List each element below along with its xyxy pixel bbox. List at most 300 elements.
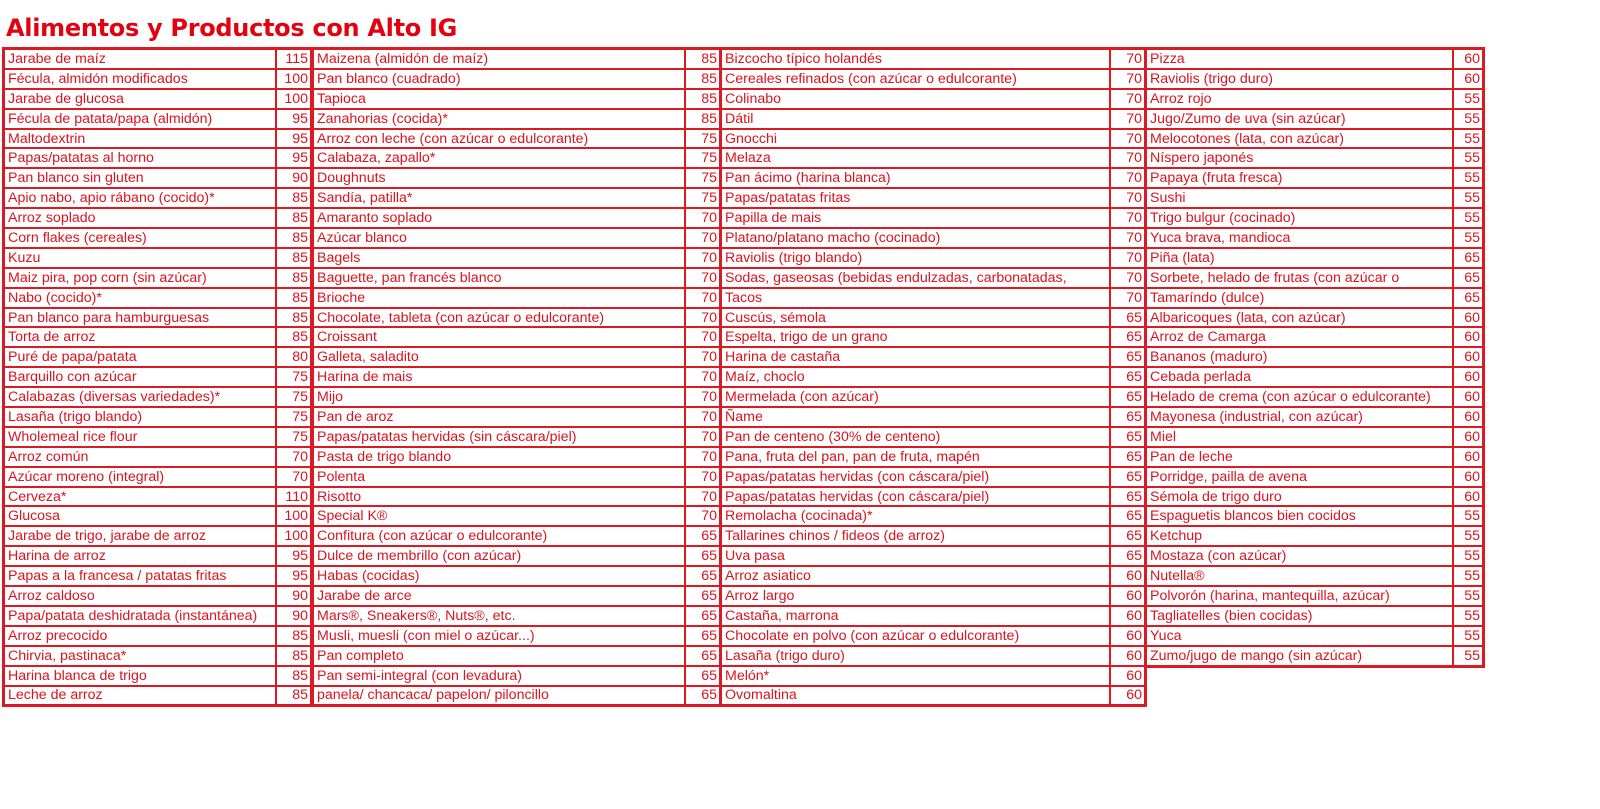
food-name-cell: Papaya (fruta fresca) [1146, 168, 1453, 188]
food-name-cell: Porridge, pailla de avena [1146, 467, 1453, 487]
food-name-cell: Pizza [1146, 49, 1453, 69]
food-name-cell: Maizena (almidón de maíz) [313, 49, 685, 69]
table-row [313, 148, 721, 168]
table-row [4, 606, 312, 626]
food-name-cell: Sodas, gaseosas (bebidas endulzadas, carbonatadas, [721, 268, 1110, 288]
table-row [313, 69, 721, 89]
table-row [721, 407, 1146, 427]
food-name-cell: Sushi [1146, 188, 1453, 208]
gi-value-cell: 75 [276, 427, 312, 447]
table-row [313, 666, 721, 686]
table-row [4, 666, 312, 686]
table-row [4, 487, 312, 507]
gi-value-cell: 70 [1110, 89, 1146, 109]
table-row [313, 646, 721, 666]
gi-value-cell: 75 [685, 148, 721, 168]
gi-value-cell: 55 [1453, 228, 1484, 248]
food-name-cell: Remolacha (cocinada)* [721, 506, 1110, 526]
table-row [721, 487, 1146, 507]
gi-value-cell: 60 [1453, 347, 1484, 367]
food-name-cell: Puré de papa/patata [4, 347, 276, 367]
gi-value-cell: 60 [1453, 327, 1484, 347]
table-row [1146, 526, 1484, 546]
gi-value-cell: 55 [1453, 546, 1484, 566]
food-name-cell: Maltodextrin [4, 129, 276, 149]
food-name-cell: Papas a la francesa / patatas fritas [4, 566, 276, 586]
food-name-cell: Colinabo [721, 89, 1110, 109]
table-row [721, 228, 1146, 248]
gi-value-cell: 65 [685, 666, 721, 686]
table-row [4, 268, 312, 288]
gi-value-cell: 60 [1110, 686, 1146, 706]
food-name-cell: Brioche [313, 288, 685, 308]
food-name-cell: Maíz, choclo [721, 367, 1110, 387]
gi-value-cell: 65 [685, 686, 721, 706]
table-row [4, 248, 312, 268]
table-row [1146, 367, 1484, 387]
gi-value-cell: 95 [276, 148, 312, 168]
table-row [313, 487, 721, 507]
gi-value-cell: 75 [276, 387, 312, 407]
gi-value-cell: 65 [1110, 347, 1146, 367]
table-row [313, 327, 721, 347]
food-name-cell: Pan blanco para hamburguesas [4, 308, 276, 328]
food-name-cell: Special K® [313, 506, 685, 526]
table-row [721, 427, 1146, 447]
gi-value-cell: 55 [1453, 626, 1484, 646]
table-row [1146, 566, 1484, 586]
gi-value-cell: 90 [276, 586, 312, 606]
table-row [1146, 347, 1484, 367]
gi-value-cell: 70 [685, 327, 721, 347]
gi-value-cell: 95 [276, 129, 312, 149]
table-row [721, 248, 1146, 268]
gi-value-cell: 85 [276, 327, 312, 347]
table-row [313, 427, 721, 447]
gi-value-cell: 60 [1453, 69, 1484, 89]
table-row [721, 546, 1146, 566]
gi-value-cell: 70 [1110, 268, 1146, 288]
gi-value-cell: 65 [1110, 327, 1146, 347]
gi-value-cell: 65 [1110, 447, 1146, 467]
gi-value-cell: 55 [1453, 646, 1484, 666]
food-name-cell: Albaricoques (lata, con azúcar) [1146, 308, 1453, 328]
table-row [721, 148, 1146, 168]
gi-value-cell: 55 [1453, 109, 1484, 129]
gi-value-cell: 75 [685, 188, 721, 208]
food-name-cell: Melaza [721, 148, 1110, 168]
food-name-cell: Arroz precocido [4, 626, 276, 646]
gi-value-cell: 75 [276, 367, 312, 387]
gi-value-cell: 100 [276, 69, 312, 89]
table-row [313, 606, 721, 626]
table-row [313, 467, 721, 487]
food-name-cell: Tamaríndo (dulce) [1146, 288, 1453, 308]
gi-value-cell: 55 [1453, 188, 1484, 208]
table-row [1146, 546, 1484, 566]
table-row [313, 566, 721, 586]
food-name-cell: Jarabe de trigo, jarabe de arroz [4, 526, 276, 546]
table-row [4, 506, 312, 526]
gi-value-cell: 95 [276, 546, 312, 566]
food-name-cell: Mostaza (con azúcar) [1146, 546, 1453, 566]
table-row [4, 467, 312, 487]
food-name-cell: Pan ácimo (harina blanca) [721, 168, 1110, 188]
table-row [721, 308, 1146, 328]
gi-value-cell: 60 [1453, 387, 1484, 407]
table-row [313, 367, 721, 387]
table-row [313, 268, 721, 288]
food-name-cell: Tagliatelles (bien cocidas) [1146, 606, 1453, 626]
food-name-cell: Maiz pira, pop corn (sin azúcar) [4, 268, 276, 288]
gi-value-cell: 65 [1110, 367, 1146, 387]
gi-value-cell: 65 [1110, 487, 1146, 507]
table-row [313, 288, 721, 308]
table-row [313, 228, 721, 248]
food-name-cell: Melocotones (lata, con azúcar) [1146, 129, 1453, 149]
food-name-cell: Dátil [721, 109, 1110, 129]
table-row [313, 129, 721, 149]
gi-value-cell: 100 [276, 506, 312, 526]
gi-value-cell: 85 [276, 208, 312, 228]
gi-value-cell: 60 [1110, 646, 1146, 666]
table-row [721, 526, 1146, 546]
food-name-cell: Raviolis (trigo blando) [721, 248, 1110, 268]
food-name-cell: Arroz soplado [4, 208, 276, 228]
food-name-cell: Jugo/Zumo de uva (sin azúcar) [1146, 109, 1453, 129]
food-name-cell: Apio nabo, apio rábano (cocido)* [4, 188, 276, 208]
table-row [1146, 467, 1484, 487]
gi-value-cell: 85 [685, 109, 721, 129]
table-row [1146, 109, 1484, 129]
food-name-cell: Gnocchi [721, 129, 1110, 149]
food-name-cell: Ketchup [1146, 526, 1453, 546]
table-row [1146, 387, 1484, 407]
table-row [313, 686, 721, 706]
food-name-cell: Nutella® [1146, 566, 1453, 586]
food-name-cell: Piña (lata) [1146, 248, 1453, 268]
food-table-column-1 [2, 47, 313, 707]
table-row [1146, 89, 1484, 109]
food-name-cell: Chocolate en polvo (con azúcar o edulcorante) [721, 626, 1110, 646]
gi-value-cell: 65 [1110, 407, 1146, 427]
gi-value-cell: 85 [276, 686, 312, 706]
table-row [1146, 646, 1484, 666]
food-name-cell: Papas/patatas hervidas (con cáscara/piel) [721, 487, 1110, 507]
table-row [313, 387, 721, 407]
gi-value-cell: 70 [1110, 248, 1146, 268]
gi-value-cell: 70 [685, 308, 721, 328]
food-name-cell: Papas/patatas fritas [721, 188, 1110, 208]
food-name-cell: Jarabe de arce [313, 586, 685, 606]
gi-value-cell: 85 [276, 268, 312, 288]
gi-value-cell: 70 [1110, 208, 1146, 228]
gi-value-cell: 100 [276, 89, 312, 109]
gi-value-cell: 110 [276, 487, 312, 507]
food-name-cell: Galleta, saladito [313, 347, 685, 367]
gi-value-cell: 85 [685, 89, 721, 109]
table-row [4, 288, 312, 308]
table-row [1146, 69, 1484, 89]
table-row [313, 308, 721, 328]
table-row [4, 327, 312, 347]
gi-value-cell: 55 [1453, 89, 1484, 109]
gi-value-cell: 60 [1453, 467, 1484, 487]
gi-value-cell: 55 [1453, 208, 1484, 228]
gi-value-cell: 85 [276, 626, 312, 646]
table-row [721, 387, 1146, 407]
gi-value-cell: 95 [276, 109, 312, 129]
table-row [1146, 228, 1484, 248]
food-name-cell: Miel [1146, 427, 1453, 447]
food-name-cell: Torta de arroz [4, 327, 276, 347]
food-name-cell: Papas/patatas hervidas (con cáscara/piel) [721, 467, 1110, 487]
food-name-cell: Amaranto soplado [313, 208, 685, 228]
gi-value-cell: 85 [276, 646, 312, 666]
food-name-cell: Castaña, marrona [721, 606, 1110, 626]
table-row [721, 69, 1146, 89]
gi-value-cell: 65 [685, 646, 721, 666]
food-name-cell: Harina blanca de trigo [4, 666, 276, 686]
table-row [4, 387, 312, 407]
food-name-cell: Yuca brava, mandioca [1146, 228, 1453, 248]
gi-value-cell: 85 [276, 288, 312, 308]
gi-value-cell: 60 [1110, 606, 1146, 626]
food-name-cell: Polenta [313, 467, 685, 487]
gi-value-cell: 60 [1453, 447, 1484, 467]
food-name-cell: Arroz con leche (con azúcar o edulcorante) [313, 129, 685, 149]
table-row [1146, 586, 1484, 606]
food-name-cell: Ñame [721, 407, 1110, 427]
food-name-cell: Mars®, Sneakers®, Nuts®, etc. [313, 606, 685, 626]
gi-value-cell: 85 [685, 49, 721, 69]
food-name-cell: Doughnuts [313, 168, 685, 188]
gi-value-cell: 70 [685, 387, 721, 407]
table-row [313, 586, 721, 606]
table-row [4, 129, 312, 149]
gi-value-cell: 55 [1453, 148, 1484, 168]
food-name-cell: Croissant [313, 327, 685, 347]
food-name-cell: Espelta, trigo de un grano [721, 327, 1110, 347]
table-row [721, 626, 1146, 646]
table-row [4, 148, 312, 168]
food-name-cell: Dulce de membrillo (con azúcar) [313, 546, 685, 566]
food-name-cell: Lasaña (trigo duro) [721, 646, 1110, 666]
table-row [721, 467, 1146, 487]
food-name-cell: Uva pasa [721, 546, 1110, 566]
table-row [4, 109, 312, 129]
table-row [1146, 208, 1484, 228]
food-name-cell: Zanahorias (cocida)* [313, 109, 685, 129]
gi-value-cell: 65 [685, 546, 721, 566]
table-row [1146, 268, 1484, 288]
table-row [721, 268, 1146, 288]
gi-value-cell: 65 [685, 586, 721, 606]
gi-value-cell: 65 [685, 526, 721, 546]
food-name-cell: Corn flakes (cereales) [4, 228, 276, 248]
food-name-cell: Pana, fruta del pan, pan de fruta, mapén [721, 447, 1110, 467]
food-name-cell: Cereales refinados (con azúcar o edulcorante) [721, 69, 1110, 89]
gi-value-cell: 70 [1110, 288, 1146, 308]
food-name-cell: Sandía, patilla* [313, 188, 685, 208]
gi-value-cell: 65 [1110, 308, 1146, 328]
food-name-cell: Pasta de trigo blando [313, 447, 685, 467]
table-row [721, 566, 1146, 586]
food-name-cell: Pan de aroz [313, 407, 685, 427]
gi-value-cell: 70 [1110, 49, 1146, 69]
food-name-cell: Arroz asiatico [721, 566, 1110, 586]
food-name-cell: Harina de castaña [721, 347, 1110, 367]
gi-value-cell: 65 [1453, 268, 1484, 288]
table-row [313, 188, 721, 208]
food-name-cell: Mijo [313, 387, 685, 407]
gi-value-cell: 85 [276, 228, 312, 248]
food-name-cell: Bizcocho típico holandés [721, 49, 1110, 69]
gi-value-cell: 65 [1110, 427, 1146, 447]
gi-value-cell: 85 [276, 188, 312, 208]
table-row [313, 506, 721, 526]
table-row [4, 49, 312, 69]
page-title: Alimentos y Productos con Alto IG [6, 14, 458, 42]
food-name-cell: Jarabe de glucosa [4, 89, 276, 109]
gi-value-cell: 60 [1453, 407, 1484, 427]
food-name-cell: Arroz rojo [1146, 89, 1453, 109]
food-name-cell: Pan de centeno (30% de centeno) [721, 427, 1110, 447]
table-row [1146, 49, 1484, 69]
table-row [4, 367, 312, 387]
food-name-cell: Espaguetis blancos bien cocidos [1146, 506, 1453, 526]
food-name-cell: Ovomaltina [721, 686, 1110, 706]
table-row [4, 646, 312, 666]
gi-value-cell: 70 [1110, 109, 1146, 129]
table-row [4, 526, 312, 546]
table-row [4, 168, 312, 188]
table-row [4, 566, 312, 586]
food-name-cell: Cuscús, sémola [721, 308, 1110, 328]
table-row [4, 228, 312, 248]
gi-value-cell: 65 [1110, 506, 1146, 526]
food-name-cell: Mermelada (con azúcar) [721, 387, 1110, 407]
gi-value-cell: 55 [1453, 506, 1484, 526]
food-name-cell: Azúcar blanco [313, 228, 685, 248]
food-name-cell: Lasaña (trigo blando) [4, 407, 276, 427]
table-row [313, 168, 721, 188]
table-row [4, 626, 312, 646]
table-row [4, 308, 312, 328]
food-table-column-2 [311, 47, 722, 707]
gi-value-cell: 80 [276, 347, 312, 367]
gi-value-cell: 70 [276, 467, 312, 487]
table-row [721, 506, 1146, 526]
table-row [313, 447, 721, 467]
table-row [313, 208, 721, 228]
gi-value-cell: 70 [1110, 129, 1146, 149]
food-name-cell: Pan completo [313, 646, 685, 666]
gi-value-cell: 60 [1110, 566, 1146, 586]
food-name-cell: Chocolate, tableta (con azúcar o edulcorante) [313, 308, 685, 328]
gi-value-cell: 60 [1453, 367, 1484, 387]
gi-value-cell: 65 [1110, 387, 1146, 407]
table-row [721, 288, 1146, 308]
gi-value-cell: 65 [685, 626, 721, 646]
gi-value-cell: 70 [276, 447, 312, 467]
gi-value-cell: 70 [685, 447, 721, 467]
food-name-cell: Pan semi-integral (con levadura) [313, 666, 685, 686]
table-row [4, 347, 312, 367]
food-name-cell: Platano/platano macho (cocinado) [721, 228, 1110, 248]
gi-value-cell: 60 [1110, 666, 1146, 686]
gi-value-cell: 65 [1453, 248, 1484, 268]
food-name-cell: Bananos (maduro) [1146, 347, 1453, 367]
gi-value-cell: 75 [276, 407, 312, 427]
food-name-cell: Leche de arroz [4, 686, 276, 706]
food-name-cell: Cerveza* [4, 487, 276, 507]
food-name-cell: Pan de leche [1146, 447, 1453, 467]
gi-value-cell: 55 [1453, 168, 1484, 188]
food-name-cell: Kuzu [4, 248, 276, 268]
table-row [1146, 148, 1484, 168]
food-name-cell: Arroz de Camarga [1146, 327, 1453, 347]
gi-value-cell: 70 [685, 268, 721, 288]
food-name-cell: Cebada perlada [1146, 367, 1453, 387]
food-name-cell: Níspero japonés [1146, 148, 1453, 168]
gi-value-cell: 85 [276, 666, 312, 686]
gi-value-cell: 70 [685, 467, 721, 487]
food-name-cell: Arroz largo [721, 586, 1110, 606]
gi-value-cell: 70 [685, 427, 721, 447]
food-name-cell: Trigo bulgur (cocinado) [1146, 208, 1453, 228]
table-row [313, 89, 721, 109]
table-row [721, 208, 1146, 228]
food-name-cell: Tapioca [313, 89, 685, 109]
food-name-cell: Papas/patatas al horno [4, 148, 276, 168]
table-row [1146, 626, 1484, 646]
table-row [4, 89, 312, 109]
table-row [4, 188, 312, 208]
gi-value-cell: 85 [276, 308, 312, 328]
table-row [313, 109, 721, 129]
gi-value-cell: 70 [685, 208, 721, 228]
food-name-cell: Habas (cocidas) [313, 566, 685, 586]
food-name-cell: Papilla de mais [721, 208, 1110, 228]
table-row [721, 606, 1146, 626]
food-name-cell: Baguette, pan francés blanco [313, 268, 685, 288]
gi-value-cell: 70 [685, 288, 721, 308]
gi-value-cell: 90 [276, 606, 312, 626]
gi-value-cell: 70 [685, 367, 721, 387]
gi-value-cell: 55 [1453, 526, 1484, 546]
food-table-column-4 [1144, 47, 1485, 668]
gi-value-cell: 65 [1110, 546, 1146, 566]
food-name-cell: Harina de arroz [4, 546, 276, 566]
gi-value-cell: 70 [685, 347, 721, 367]
gi-value-cell: 85 [685, 69, 721, 89]
food-name-cell: Fécula, almidón modificados [4, 69, 276, 89]
food-name-cell: Polvorón (harina, mantequilla, azúcar) [1146, 586, 1453, 606]
food-name-cell: panela/ chancaca/ papelon/ piloncillo [313, 686, 685, 706]
food-name-cell: Azúcar moreno (integral) [4, 467, 276, 487]
food-name-cell: Confitura (con azúcar o edulcorante) [313, 526, 685, 546]
table-row [1146, 288, 1484, 308]
gi-value-cell: 85 [276, 248, 312, 268]
food-name-cell: Risotto [313, 487, 685, 507]
table-row [313, 248, 721, 268]
food-name-cell: Papas/patatas hervidas (sin cáscara/piel) [313, 427, 685, 447]
food-name-cell: Sémola de trigo duro [1146, 487, 1453, 507]
gi-value-cell: 60 [1453, 427, 1484, 447]
table-row [313, 546, 721, 566]
food-name-cell: Barquillo con azúcar [4, 367, 276, 387]
